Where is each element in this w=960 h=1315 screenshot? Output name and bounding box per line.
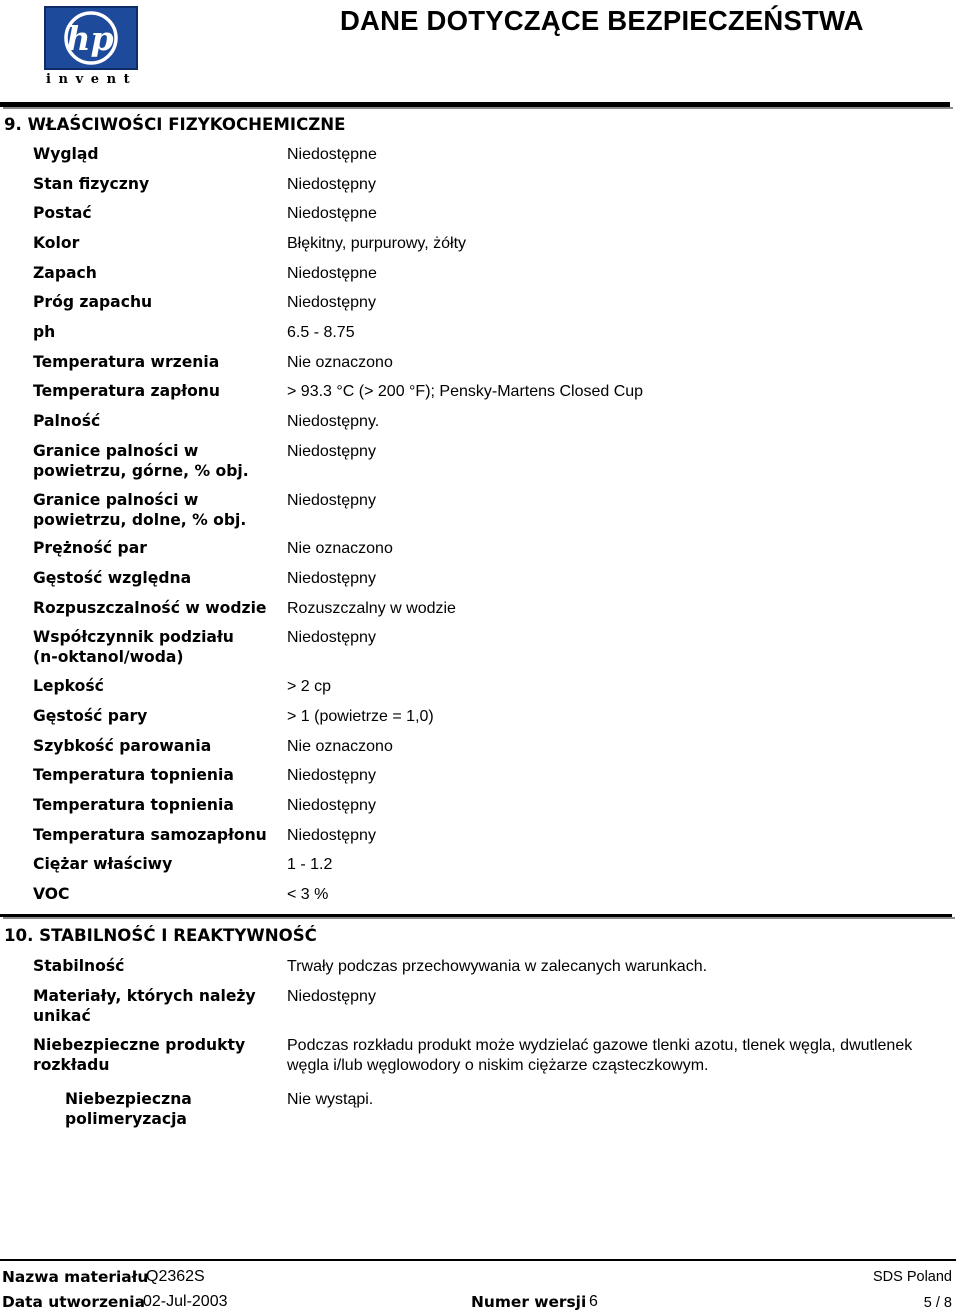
- property-label: Lepkość: [33, 677, 104, 695]
- version-label: Numer wersji: [471, 1293, 587, 1311]
- property-value: > 93.3 °C (> 200 °F); Pensky-Martens Closed Cup: [287, 383, 644, 400]
- property-value: Nie oznaczono: [287, 540, 393, 557]
- property-label: Niebezpieczna polimeryzacja: [65, 1090, 192, 1128]
- property-value: Niedostępny: [287, 176, 376, 193]
- footer-rule: [0, 1259, 956, 1261]
- property-label: ph: [33, 323, 56, 341]
- property-value: Niedostępne: [287, 265, 377, 282]
- property-value: Niedostępne: [287, 146, 377, 163]
- section-rule-shadow: [3, 917, 955, 919]
- property-label: Temperatura topnienia: [33, 766, 234, 784]
- hp-logo-mark: [44, 6, 140, 72]
- section-10-title: 10. STABILNOŚĆ I REAKTYWNOŚĆ: [4, 926, 317, 945]
- property-label: Gęstość pary: [33, 707, 148, 725]
- property-value: Błękitny, purpurowy, żółty: [287, 235, 467, 252]
- property-value: Niedostępny: [287, 294, 376, 311]
- property-label: Prężność par: [33, 539, 147, 557]
- property-value: Niedostępny: [287, 570, 376, 587]
- property-value: Niedostępny: [287, 629, 376, 646]
- property-value: Niedostępny: [287, 827, 376, 844]
- property-value: 1 - 1.2: [287, 856, 333, 873]
- page-number: 5 / 8: [923, 1295, 952, 1311]
- property-label: Kolor: [33, 234, 80, 252]
- property-value: > 2 cp: [287, 678, 332, 695]
- creation-date-label: Data utworzenia: [2, 1293, 145, 1311]
- logo-tagline: invent: [46, 72, 138, 87]
- property-value: Niedostępne: [287, 205, 377, 222]
- property-value: Niedostępny: [287, 443, 376, 460]
- property-value: Nie wystąpi.: [287, 1091, 374, 1108]
- property-value: > 1 (powietrze = 1,0): [287, 708, 434, 725]
- property-label: Temperatura zapłonu: [33, 382, 221, 400]
- property-value: Nie oznaczono: [287, 738, 393, 755]
- property-value: 6.5 - 8.75: [287, 324, 355, 341]
- property-label: Próg zapachu: [33, 293, 153, 311]
- version-value: 6: [589, 1293, 598, 1310]
- property-value: Niedostępny: [287, 797, 376, 814]
- property-label: Materiały, których należy unikać: [33, 987, 256, 1025]
- property-label: Szybkość parowania: [33, 737, 212, 755]
- property-label: Gęstość względna: [33, 569, 192, 587]
- document-title: DANE DOTYCZĄCE BEZPIECZEŃSTWA: [340, 5, 864, 36]
- header-rule-shadow: [3, 107, 953, 109]
- property-label: Temperatura samozapłonu: [33, 826, 267, 844]
- property-label: Granice palności w powietrzu, górne, % obj.: [33, 442, 249, 480]
- property-value: Rozuszczalny w wodzie: [287, 600, 456, 617]
- property-value: Niedostępny: [287, 492, 376, 509]
- property-label: Wygląd: [33, 145, 99, 163]
- property-label: Rozpuszczalność w wodzie: [33, 599, 267, 617]
- material-name-value: Q2362S: [146, 1268, 205, 1285]
- logo-letters: hp: [66, 19, 114, 58]
- property-value: Nie oznaczono: [287, 354, 393, 371]
- property-value: Niedostępny.: [287, 413, 380, 430]
- property-label: Ciężar właściwy: [33, 855, 173, 873]
- property-label: Współczynnik podziału (n-oktanol/woda): [33, 628, 234, 666]
- hp-logo: [44, 6, 140, 88]
- property-label: Palność: [33, 412, 101, 430]
- property-label: Temperatura topnienia: [33, 796, 234, 814]
- property-label: VOC: [33, 885, 70, 903]
- property-value: Niedostępny: [287, 767, 376, 784]
- property-label: Zapach: [33, 264, 97, 282]
- property-label: Temperatura wrzenia: [33, 353, 220, 371]
- property-label: Granice palności w powietrzu, dolne, % obj.: [33, 491, 247, 529]
- property-label: Niebezpieczne produkty rozkładu: [33, 1036, 246, 1074]
- property-value: Podczas rozkładu produkt może wydzielać gazowe tlenki azotu, tlenek węgla, dwutlenek węgla i/lub węglowodory o niskim ciężarze cząsteczkowym.: [287, 1037, 913, 1074]
- property-label: Stabilność: [33, 957, 125, 975]
- property-value: Trwały podczas przechowywania w zalecanych warunkach.: [287, 958, 708, 975]
- creation-date-value: 02-Jul-2003: [143, 1293, 228, 1310]
- section-9-title: 9. WŁAŚCIWOŚCI FIZYKOCHEMICZNE: [4, 115, 346, 134]
- property-label: Postać: [33, 204, 92, 222]
- property-value: < 3 %: [287, 886, 329, 903]
- property-label: Stan fizyczny: [33, 175, 150, 193]
- property-value: Niedostępny: [287, 988, 376, 1005]
- material-name-label: Nazwa materiału: [2, 1268, 149, 1286]
- sds-country: SDS Poland: [873, 1269, 952, 1285]
